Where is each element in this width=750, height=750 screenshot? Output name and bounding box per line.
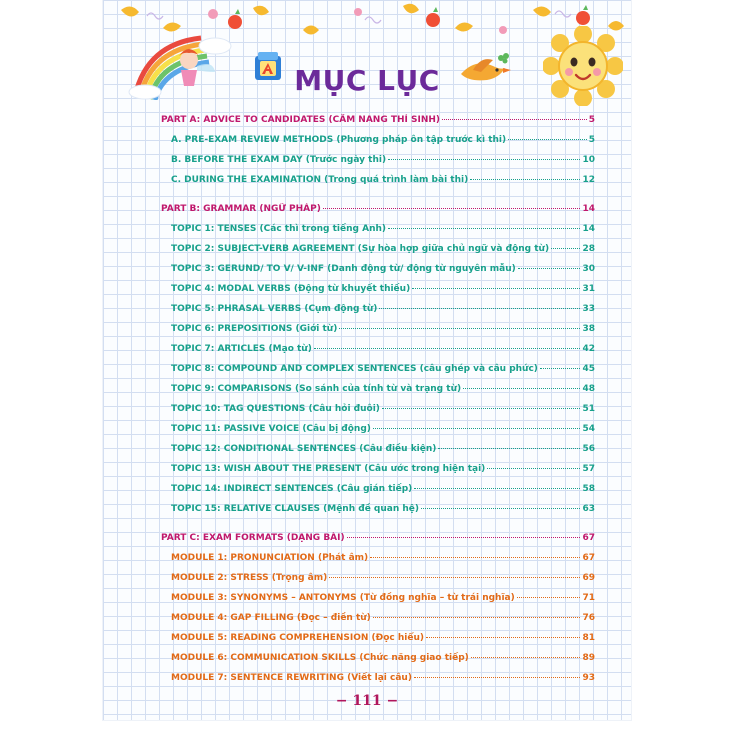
toc-entry[interactable] <box>171 343 595 355</box>
toc-page-number: 12 <box>582 175 595 185</box>
dot-leader <box>508 139 587 140</box>
dot-leader <box>487 468 580 469</box>
dot-leader <box>442 119 587 120</box>
toc-entry-label: TOPIC 13: WISH ABOUT THE PRESENT (Câu ước trong hiện tại) <box>171 464 486 474</box>
toc-page-number: 30 <box>582 264 595 274</box>
toc-entry[interactable] <box>171 592 595 604</box>
toc-entry[interactable] <box>171 243 595 255</box>
toc-entry-label: PART C: EXAM FORMATS (DẠNG BÀI) <box>161 533 345 543</box>
toc-entry[interactable] <box>171 134 595 146</box>
toc-page-number: 14 <box>582 224 595 234</box>
toc-entry[interactable] <box>171 403 595 415</box>
toc-page <box>103 0 631 720</box>
dot-leader <box>388 228 580 229</box>
dot-leader <box>421 508 580 509</box>
dot-leader <box>370 557 580 558</box>
toc-page-number: 5 <box>588 115 595 125</box>
dot-leader <box>470 179 580 180</box>
dot-leader <box>551 248 580 249</box>
toc-entry-label: TOPIC 8: COMPOUND AND COMPLEX SENTENCES (câu ghép và câu phức) <box>171 364 538 374</box>
toc-page-number: 57 <box>582 464 595 474</box>
toc-entry-label: TOPIC 11: PASSIVE VOICE (Câu bị động) <box>171 424 371 434</box>
toc-page-number: 69 <box>582 573 595 583</box>
toc-page-number: 67 <box>582 553 595 563</box>
toc-entry-label: TOPIC 15: RELATIVE CLAUSES (Mệnh đề quan hệ) <box>171 504 420 514</box>
toc-part-c[interactable] <box>161 532 595 544</box>
toc-page-number: 10 <box>582 155 595 165</box>
toc-page-number: 45 <box>582 364 595 374</box>
toc-page-number: 58 <box>582 484 595 494</box>
toc-entry-label: TOPIC 14: INDIRECT SENTENCES (Câu gián tiếp) <box>171 484 413 494</box>
toc-page-number: 81 <box>582 633 595 643</box>
toc-entry[interactable] <box>171 363 595 375</box>
toc-entry[interactable] <box>171 612 595 624</box>
toc-entry[interactable] <box>171 323 595 335</box>
toc-entry-label: TOPIC 7: ARTICLES (Mạo từ) <box>171 344 312 354</box>
toc-entry-label: TOPIC 6: PREPOSITIONS (Giới từ) <box>171 324 338 334</box>
dot-leader <box>339 328 580 329</box>
toc-page-number: 31 <box>582 284 595 294</box>
dot-leader <box>314 348 581 349</box>
toc-page-number: 42 <box>582 344 595 354</box>
dot-leader <box>373 428 581 429</box>
toc-entry[interactable] <box>171 632 595 644</box>
toc-entry-label: TOPIC 3: GERUND/ TO V/ V-INF (Danh động từ/ động từ nguyên mẫu) <box>171 264 516 274</box>
page-number: − 111 − <box>335 693 399 709</box>
toc-entry-label: MODULE 2: STRESS (Trọng âm) <box>171 573 328 583</box>
toc-page-number: 28 <box>582 244 595 254</box>
toc-page-number: 5 <box>588 135 595 145</box>
toc-entry[interactable] <box>171 443 595 455</box>
toc-entry-label: TOPIC 5: PHRASAL VERBS (Cụm động từ) <box>171 304 378 314</box>
toc-page-number: 56 <box>582 444 595 454</box>
toc-entry[interactable] <box>171 383 595 395</box>
toc-entry-label: TOPIC 9: COMPARISONS (So sánh của tính từ và trạng từ) <box>171 384 462 394</box>
dot-leader <box>414 677 581 678</box>
toc-page-number: 54 <box>582 424 595 434</box>
toc-entry[interactable] <box>171 483 595 495</box>
toc-entry-label: A. PRE-EXAM REVIEW METHODS (Phương pháp ôn tập trước kì thi) <box>171 135 507 145</box>
toc-entry-label: TOPIC 2: SUBJECT-VERB AGREEMENT (Sự hòa hợp giữa chủ ngữ và động từ) <box>171 244 550 254</box>
toc-page-number: 89 <box>582 653 595 663</box>
toc-entry-label: MODULE 1: PRONUNCIATION (Phát âm) <box>171 553 369 563</box>
toc-entry-label: MODULE 5: READING COMPREHENSION (Đọc hiểu) <box>171 633 424 643</box>
dot-leader <box>379 308 580 309</box>
dot-leader <box>323 208 581 209</box>
toc-entry[interactable] <box>171 174 595 186</box>
dot-leader <box>518 268 581 269</box>
toc-entry[interactable] <box>171 154 595 166</box>
toc-page-number: 48 <box>582 384 595 394</box>
dot-leader <box>426 637 580 638</box>
toc-entry-label: MODULE 4: GAP FILLING (Đọc – điền từ) <box>171 613 371 623</box>
dot-leader <box>382 408 581 409</box>
toc-entry-label: PART A: ADVICE TO CANDIDATES (CẨM NANG THÍ SINH) <box>161 115 441 125</box>
dot-leader <box>414 488 580 489</box>
toc-entry-label: TOPIC 12: CONDITIONAL SENTENCES (Câu điều kiện) <box>171 444 437 454</box>
toc-entry-label: TOPIC 1: TENSES (Các thì trong tiếng Anh) <box>171 224 386 234</box>
toc-entry[interactable] <box>171 672 595 684</box>
toc-page-number: 71 <box>582 593 595 603</box>
toc-entry-label: B. BEFORE THE EXAM DAY (Trước ngày thi) <box>171 155 387 165</box>
dot-leader <box>517 597 581 598</box>
toc-entry[interactable] <box>171 463 595 475</box>
toc-part-b[interactable] <box>161 203 595 215</box>
toc-page-number: 63 <box>582 504 595 514</box>
toc-entry[interactable] <box>171 303 595 315</box>
toc-entry-label: C. DURING THE EXAMINATION (Trong quá trình làm bài thi) <box>171 175 469 185</box>
toc-entry[interactable] <box>171 423 595 435</box>
toc-page-number: 14 <box>582 204 595 214</box>
toc-entry[interactable] <box>171 552 595 564</box>
dot-leader <box>329 577 580 578</box>
toc-page-number: 51 <box>582 404 595 414</box>
dot-leader <box>373 617 581 618</box>
dot-leader <box>438 448 580 449</box>
toc-entry[interactable] <box>171 503 595 515</box>
toc-entry[interactable] <box>171 263 595 275</box>
toc-part-a[interactable] <box>161 114 595 126</box>
dot-leader <box>388 159 580 160</box>
dot-leader <box>471 657 581 658</box>
toc-page-number: 33 <box>582 304 595 314</box>
toc-entry-label: MODULE 7: SENTENCE REWRITING (Viết lại câu) <box>171 673 412 683</box>
toc-page-number: 38 <box>582 324 595 334</box>
toc-entry[interactable] <box>171 223 595 235</box>
toc-entry[interactable] <box>171 652 595 664</box>
toc-page-number: 67 <box>582 533 595 543</box>
toc-entry-label: MODULE 3: SYNONYMS – ANTONYMS (Từ đồng nghĩa – từ trái nghĩa) <box>171 593 515 603</box>
toc-entry-label: TOPIC 10: TAG QUESTIONS (Câu hỏi đuôi) <box>171 404 380 414</box>
dot-leader <box>463 388 580 389</box>
toc-page-number: 76 <box>582 613 595 623</box>
dot-leader <box>347 537 581 538</box>
toc-entry[interactable] <box>171 283 595 295</box>
dot-leader <box>412 288 580 289</box>
dot-leader <box>540 368 581 369</box>
page-title: MỤC LỤC <box>294 64 440 97</box>
toc-entry-label: TOPIC 4: MODAL VERBS (Động từ khuyết thiếu) <box>171 284 411 294</box>
toc-entry[interactable] <box>171 572 595 584</box>
toc-page-number: 93 <box>582 673 595 683</box>
toc-entry-label: MODULE 6: COMMUNICATION SKILLS (Chức năng giao tiếp) <box>171 653 469 663</box>
toc-entry-label: PART B: GRAMMAR (NGỮ PHÁP) <box>161 204 321 214</box>
